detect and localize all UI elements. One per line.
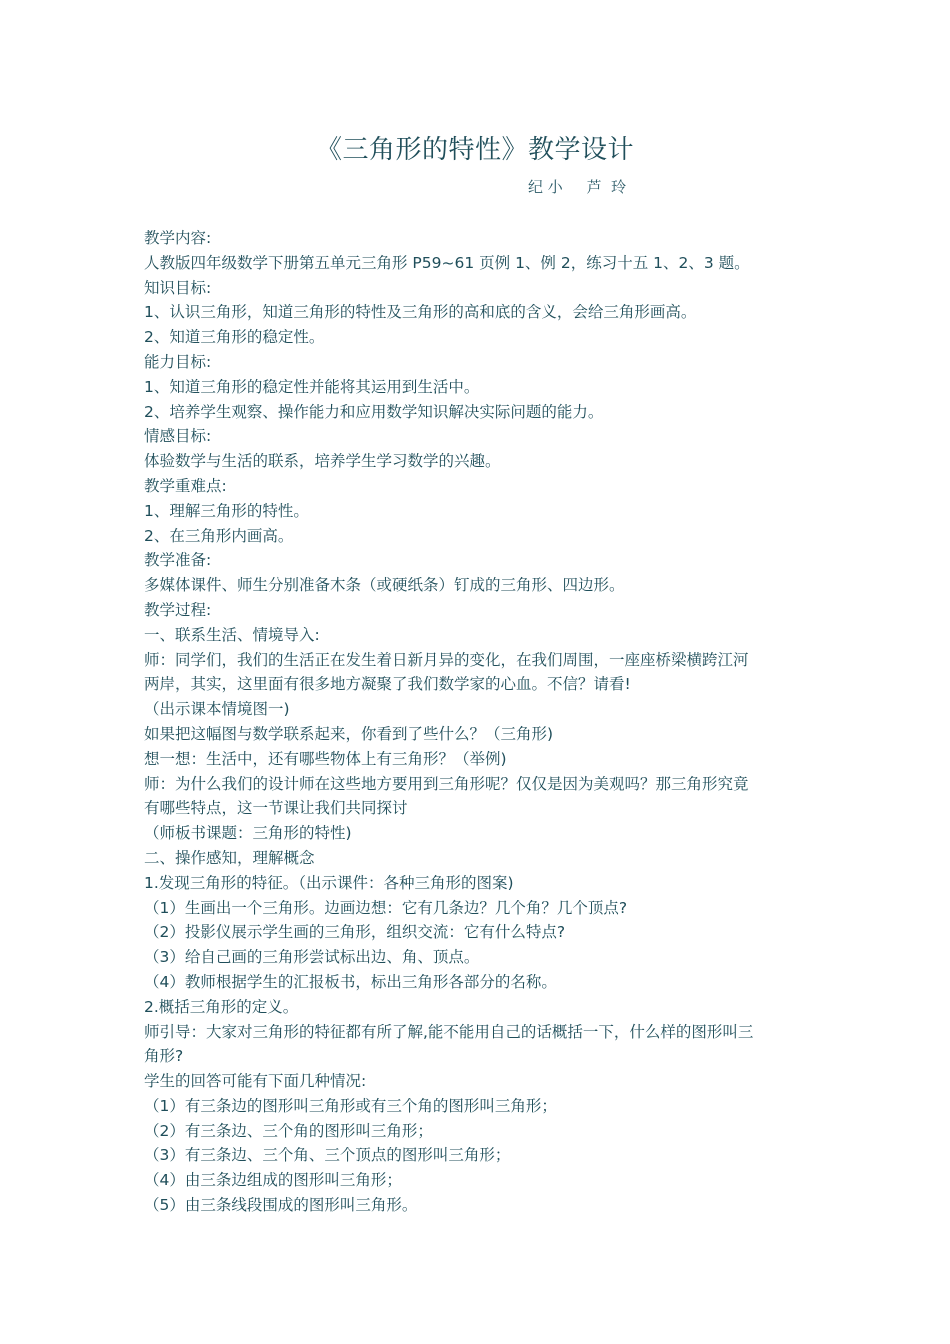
list-item: （3）给自己画的三角形尝试标出边、角、顶点。 [144, 948, 480, 967]
list-item: （5）由三条线段围成的图形叫三角形。 [144, 1196, 418, 1215]
paragraph-line: 1、认识三角形，知道三角形的特性及三角形的高和底的含义，会给三角形画高。 [144, 303, 697, 322]
paragraph-line: 2、培养学生观察、操作能力和应用数学知识解决实际问题的能力。 [144, 402, 604, 421]
paragraph-line: 师：同学们，我们的生活正在发生着日新月异的变化，在我们周围，一座座桥梁横跨江河 [144, 650, 749, 669]
section-heading-emotional-goals: 情感目标: [144, 427, 212, 446]
section-heading-knowledge-goals: 知识目标: [144, 278, 212, 297]
document-body [144, 226, 810, 1218]
paragraph-line: 多媒体课件、师生分别准备木条（或硬纸条）钉成的三角形、四边形。 [144, 576, 625, 595]
section-heading-preparation: 教学准备: [144, 551, 212, 570]
paragraph-line: 体验数学与生活的联系，培养学生学习数学的兴趣。 [144, 452, 501, 471]
section-heading-ability-goals: 能力目标: [144, 352, 212, 371]
paragraph-line: 学生的回答可能有下面几种情况: [144, 1072, 367, 1091]
list-item: （3）有三条边、三个角、三个顶点的图形叫三角形； [144, 1146, 511, 1165]
list-item: （1）有三条边的图形叫三角形或有三个角的图形叫三角形； [144, 1096, 557, 1115]
paragraph-line: （师板书课题：三角形的特性) [144, 824, 352, 843]
paragraph-line: 角形? [144, 1047, 184, 1066]
section-heading-key-points: 教学重难点: [144, 476, 227, 495]
paragraph-line: 想一想：生活中，还有哪些物体上有三角形？（举例) [144, 749, 507, 768]
document-author: 纪 小 芦 玲 [528, 178, 627, 196]
paragraph-line: 师：为什么我们的设计师在这些地方要用到三角形呢？仅仅是因为美观吗？那三角形究竟 [144, 774, 749, 793]
paragraph-line: 师引导：大家对三角形的特征都有所了解,能不能用自己的话概括一下，什么样的图形叫三 [144, 1022, 754, 1041]
paragraph-line: 1、知道三角形的稳定性并能将其运用到生活中。 [144, 377, 480, 396]
subsection-heading: 一、联系生活、情境导入: [144, 625, 320, 644]
list-item: （2）投影仪展示学生画的三角形，组织交流：它有什么特点? [144, 923, 566, 942]
section-heading-content: 教学内容: [144, 229, 212, 247]
paragraph-line: 有哪些特点，这一节课让我们共同探讨 [144, 799, 408, 818]
paragraph-line: 1、理解三角形的特性。 [144, 501, 309, 520]
paragraph-line: 2、知道三角形的稳定性。 [144, 328, 325, 347]
paragraph-line: 1.发现三角形的特征。（出示课件：各种三角形的图案) [144, 873, 514, 892]
paragraph-line: 人教版四年级数学下册第五单元三角形 P59~61 页例 1、例 2，练习十五 1、2、3 题。 [144, 253, 750, 272]
subsection-heading: 二、操作感知，理解概念 [144, 848, 315, 867]
paragraph-line: 如果把这幅图与数学联系起来，你看到了些什么？（三角形) [144, 724, 554, 743]
paragraph-line: 两岸，其实，这里面有很多地方凝聚了我们数学家的心血。不信？请看! [144, 675, 631, 694]
list-item: （2）有三条边、三个角的图形叫三角形； [144, 1121, 433, 1140]
section-heading-process: 教学过程: [144, 600, 212, 619]
list-item: （4）由三条边组成的图形叫三角形； [144, 1171, 402, 1190]
document-title: 《三角形的特性》教学设计 [315, 135, 634, 165]
list-item: （4）教师根据学生的汇报板书，标出三角形各部分的名称。 [144, 972, 557, 991]
paragraph-line: （出示课本情境图一) [144, 700, 290, 719]
list-item: （1）生画出一个三角形。边画边想：它有几条边？几个角？几个顶点? [144, 898, 628, 917]
paragraph-line: 2.概括三角形的定义。 [144, 997, 299, 1016]
paragraph-line: 2、在三角形内画高。 [144, 526, 294, 545]
